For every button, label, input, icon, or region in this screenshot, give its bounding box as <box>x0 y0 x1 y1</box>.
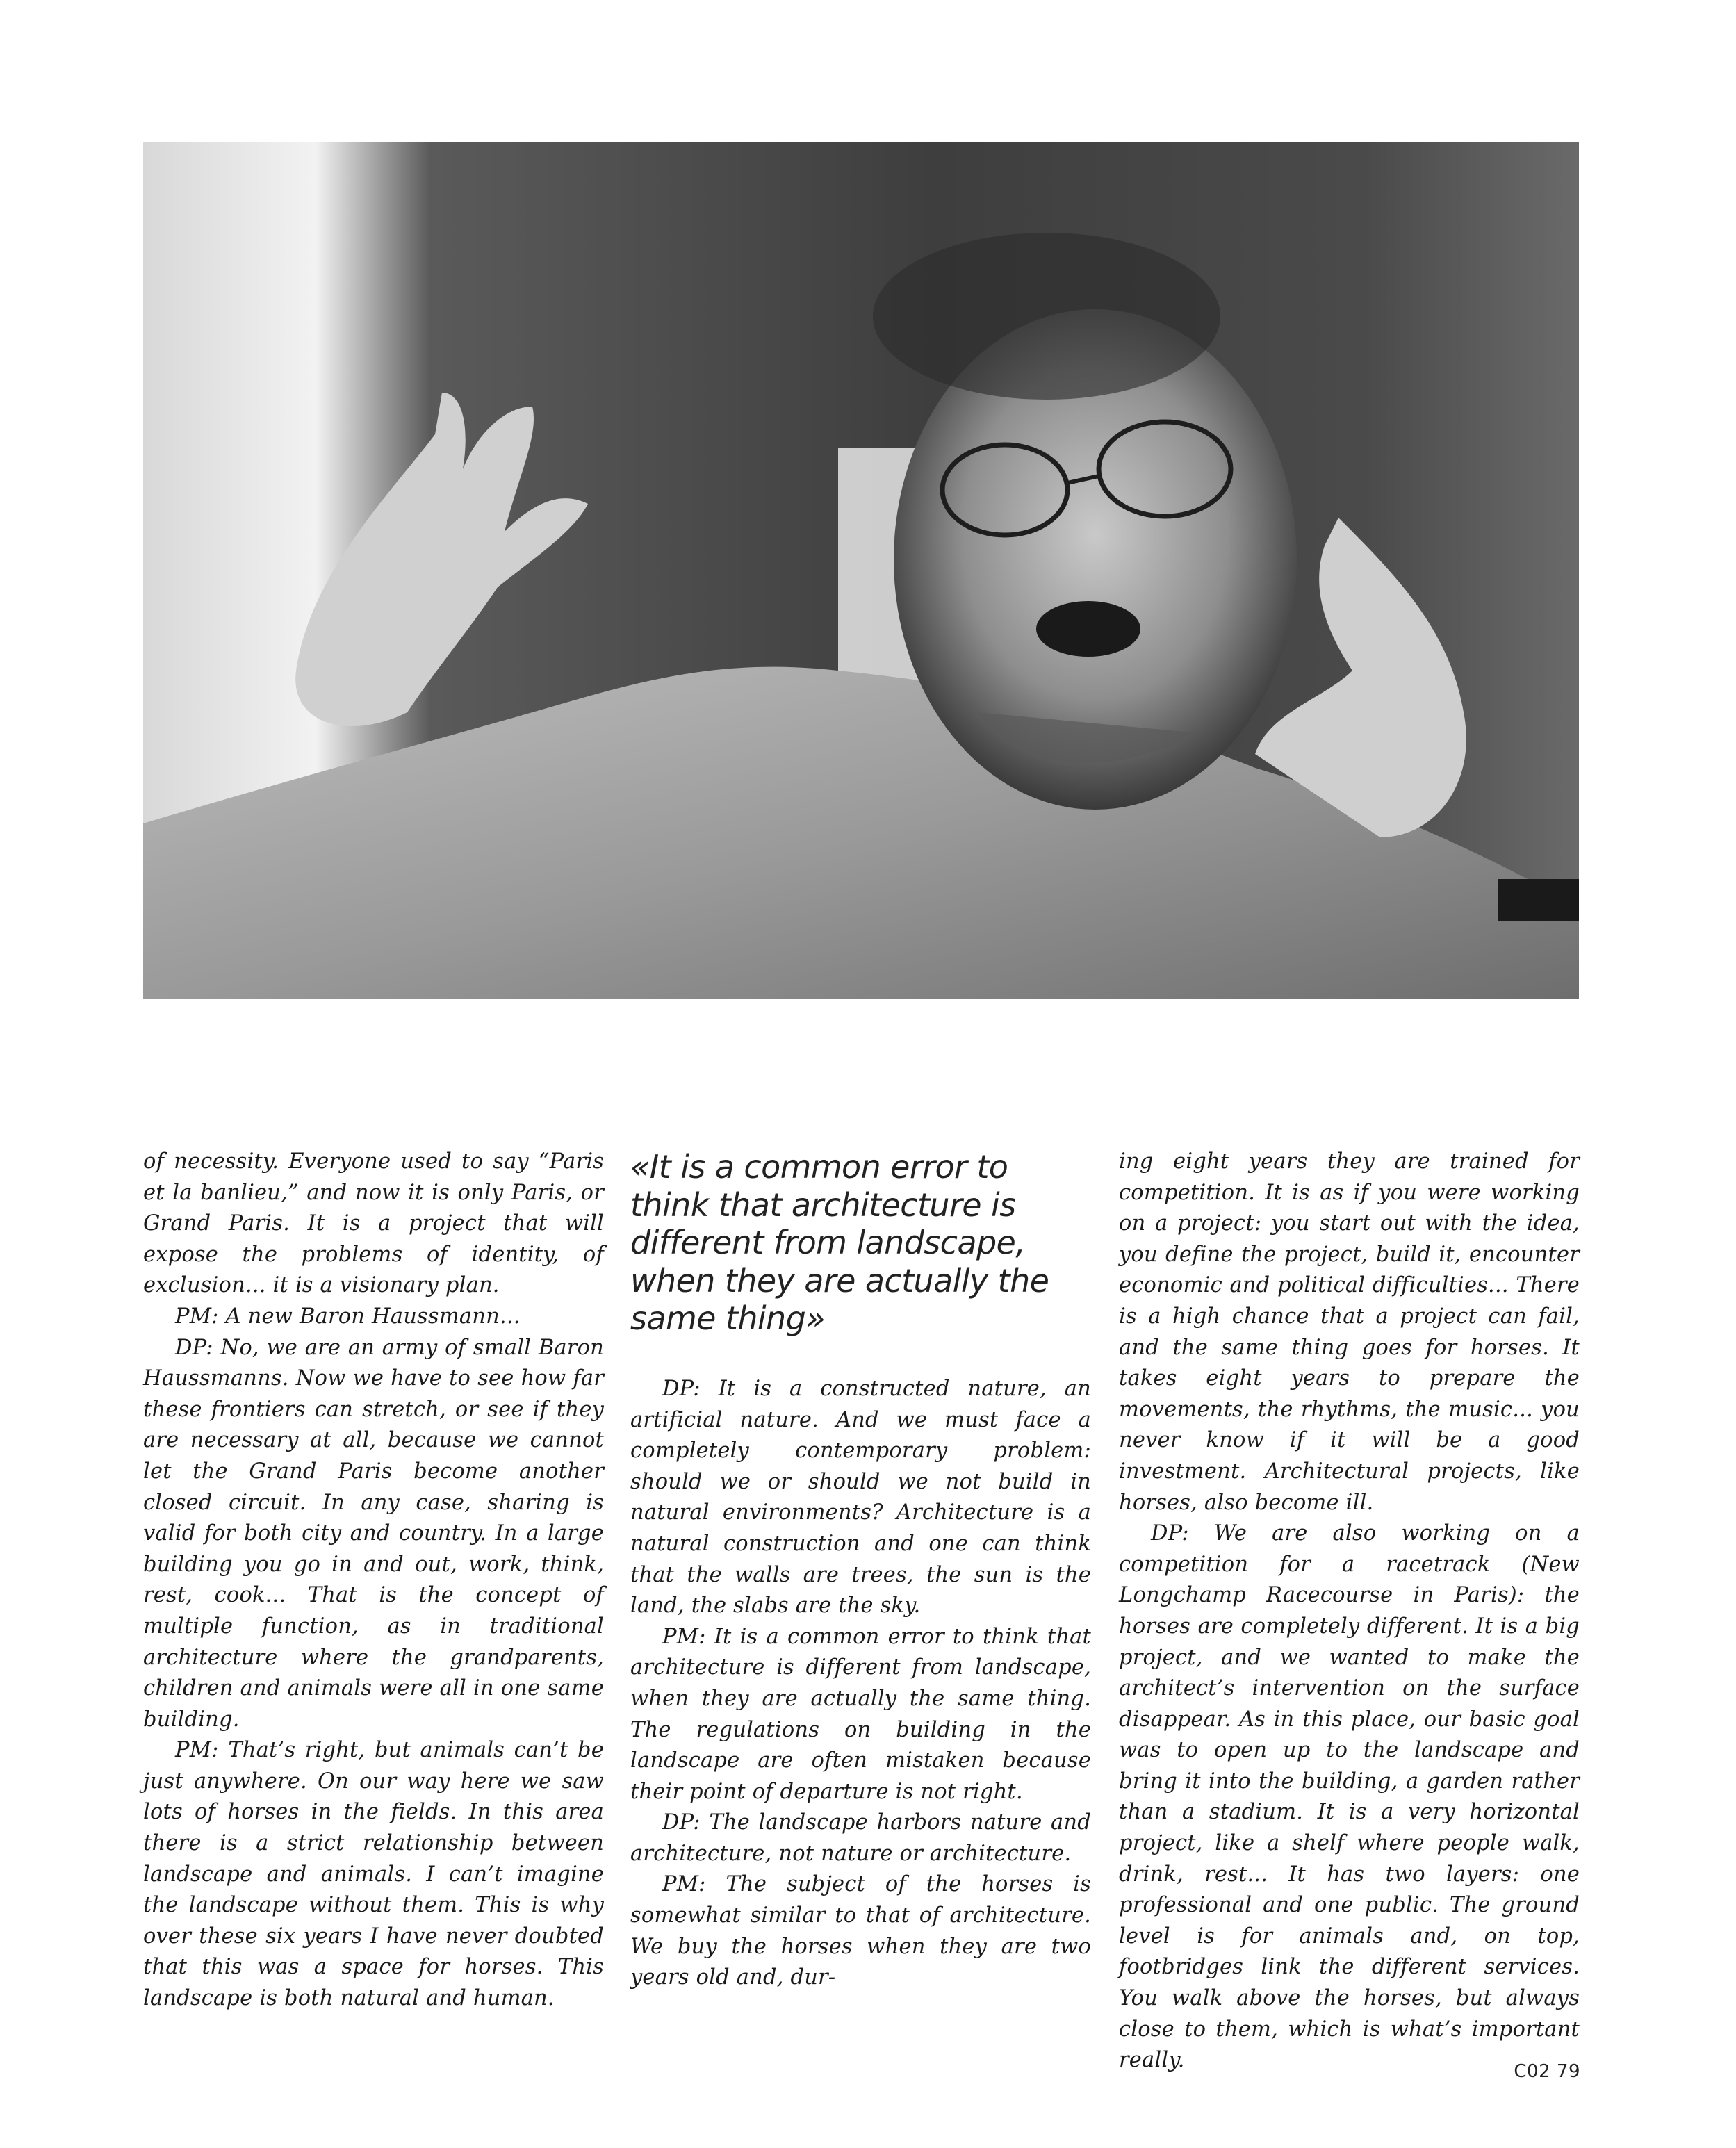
portrait-photo <box>143 142 1579 999</box>
speaker-label: DP: <box>662 1376 701 1401</box>
column-body <box>630 1374 1091 1994</box>
paragraph <box>630 1622 1091 1808</box>
paragraph: of necessity. Everyone used to say “Paris et la banlieu,” and now it is only Paris, or Grand Paris. It is a project that will expose the problems of identity, of exclusion... it is a visionary plan. <box>143 1149 604 1298</box>
paragraph-text: The subject of the horses is somewhat similar to that of architecture. We buy the horses when they are two years old and, dur- <box>630 1872 1091 1990</box>
pull-quote: «It is a common error to think that architecture is different from landscape, when they are actually the same thing» <box>630 1148 1049 1338</box>
text-column-2 <box>630 1147 1091 1994</box>
speaker-label: PM: <box>175 1304 219 1329</box>
paragraph-text: It is a common error to think that architecture is different from landscape, when they are actually the same thing. The regulations on building in the landscape are often mistaken because their point of departure is not right. <box>630 1624 1091 1804</box>
speaker-label: PM: <box>175 1738 219 1763</box>
speaker-label: PM: <box>662 1872 706 1897</box>
portrait-photo-icon <box>143 142 1579 999</box>
speaker-label: PM: <box>662 1624 706 1649</box>
text-column-1 <box>143 1147 604 2015</box>
paragraph-text: It is a constructed nature, an artificial nature. And we must face a completely contemporary problem: should we or should we not build in natural environments? Architecture is a natural construction and one can think that the walls are trees, the sun is the land, the slabs are the sky. <box>630 1376 1091 1618</box>
paragraph <box>1119 1518 1580 2076</box>
paragraph-text: No, we are an army of small Baron Haussmanns. Now we have to see how far these frontiers can stretch, or see if they are necessary at all, because we cannot let the Grand Paris become another closed circuit. In any case, sharing is valid for both city and country. In a large building you go in and out, work, think, rest, cook... That is the concept of multiple function, as in traditional architecture where the grandparents, children and animals were all in one same building. <box>143 1335 604 1732</box>
paragraph-text: That’s right, but animals can’t be just anywhere. On our way here we saw lots of horses in the fields. In this area there is a strict relationship between landscape and animals. I can’t imagine the landscape without them. This is why over these six years I have never doubted that this was a space for horses. This landscape is both natural and human. <box>143 1738 604 2011</box>
paragraph-text: We are also working on a competition for a racetrack (New Longchamp Racecourse in Paris): the horses are completely different. It is a big project, and we wanted to make the architect’s intervention on the surface disappear. As in this place, our basic goal was to open up to the landscape and bring it into the building, a garden rather than a stadium. It is a very horizontal project, like a shelf where people walk, drink, rest... It has two layers: one professional and one public. The ground level is for animals and, on top, footbridges link the different services. You walk above the horses, but always close to them, which is what’s important really. <box>1119 1521 1580 2073</box>
speaker-label: DP: <box>1151 1521 1189 1546</box>
page-number: C02 79 <box>1514 2061 1580 2082</box>
text-column-3 <box>1119 1147 1580 2076</box>
paragraph <box>143 1302 604 1333</box>
paragraph <box>143 1735 604 2014</box>
speaker-label: DP: <box>662 1810 701 1835</box>
paragraph-text: The landscape harbors nature and architecture, not nature or architecture. <box>630 1810 1091 1866</box>
paragraph <box>143 1333 604 1736</box>
paragraph <box>630 1807 1091 1869</box>
speaker-label: DP: <box>175 1335 213 1360</box>
paragraph-text: A new Baron Haussmann... <box>218 1304 521 1329</box>
paragraph <box>630 1374 1091 1622</box>
paragraph <box>630 1869 1091 1993</box>
paragraph: ing eight years they are trained for competition. It is as if you were working on a project: you start out with the idea, you define the project, build it, encounter economic and political difficulties... There is a high chance that a project can fail, and the same thing goes for horses. It takes eight years to prepare the movements, the rhythms, the music... you never know if it will be a good investment. Architectural projects, like horses, also become ill. <box>1119 1149 1580 1515</box>
